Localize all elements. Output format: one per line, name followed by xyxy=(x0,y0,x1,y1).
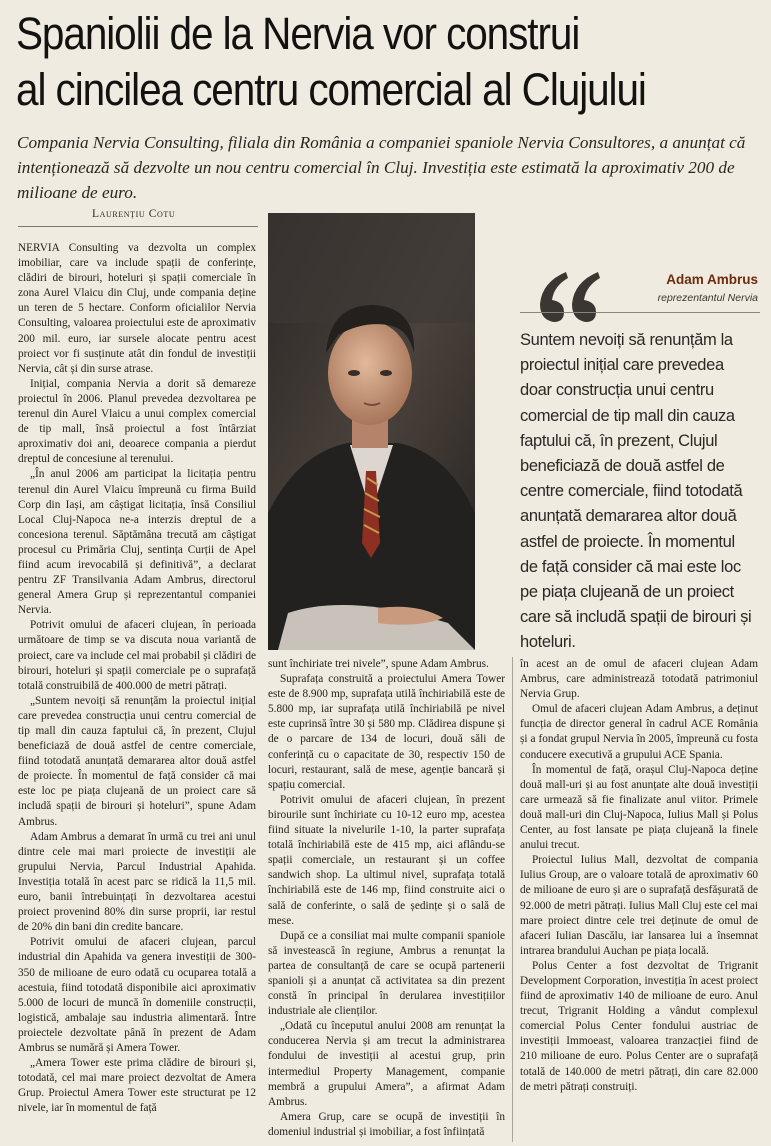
author-byline: Laurențiu Cotu xyxy=(92,208,176,220)
paragraph: „Amera Tower este prima clădire de birouri și, totodată, cel mai mare proiect dezvoltat de Amera Grup. Proiectul Amera Tower este structurat pe 12 nivele, iar în momentul de față xyxy=(18,1057,256,1115)
paragraph: Inițial, compania Nervia a dorit să demareze proiectul în 2006. Planul prevedea dezvoltarea pe terenul din Aurel Vlaicu a unui complex comercial de tip mall, însă proiectul a fost întârziat aproximativ doi ani, deoarece compania a pierdut dreptul de concesiune al terenului. xyxy=(18,377,256,466)
paragraph: „Suntem nevoiți să renunțăm la proiectul inițial care prevedea construcția unui centru comercial de tip mall din cauza faptului că, în prezent, Clujul beneficiază de două astfel de centre comerciale, fiind totodată anunțată demararea altor două astfel de proiecte. În momentul de față consider că mai este loc pe piața clujeană de un proiect care să includă spații de birouri și hoteluri”, spune Adam Ambrus. xyxy=(18,694,256,828)
quote-divider xyxy=(520,312,760,313)
paragraph: „În anul 2006 am participat la licitația pentru terenul din Aurel Vlaicu împreună cu firma Build Corp din Iași, am câștigat licitația, însă Consiliul Local Cluj-Napoca ne-a interzis dreptul de a concesiona terenul. Săptămâna trecută am câștigat procesul cu Primăria Cluj, sentința Curții de Apel fiind acum irevocabilă și definitivă”, a declarat pentru ZF Transilvania Adam Ambrus, directorul general Amera Grup și reprezentantul companiei Nervia. xyxy=(18,468,256,617)
headline-line-1: Spaniolii de la Nervia vor construi xyxy=(16,8,580,59)
pull-quote-text: Suntem nevoiți să renunțăm la proiectul inițial care prevedea doar construcția unui centru comercial de tip mall din cauza faptului că, în prezent, Clujul beneficiază de două astfel de centre comerciale, fiind totodată anunțată demararea altor două astfel de proiecte. În momentul de față consider că mai este loc pe piața clujeană de un proiect care să includă spații de birouri și hoteluri. xyxy=(520,331,752,652)
byline-divider xyxy=(18,226,258,227)
text-column-2 xyxy=(268,657,505,1140)
paragraph: Potrivit omului de afaceri clujean, în prezent birourile sunt închiriate cu 10-12 euro mp, acestea fiind situate la nivelurile 1-10, la parter suprafața totală închiriabilă este de 415 mp, aici aflându-se spații comerciale, un restaurant și un coffee sandwich shop. La ultimul nivel, suprafața totală închiriabilă este de 146 mp, fiind construite aici o sală de conferinte, o sală de ședințe și o sală de mese. xyxy=(268,793,505,927)
portrait-photo xyxy=(268,213,475,650)
paragraph: NERVIA Consulting va dezvolta un complex imobiliar, care va include spații de conferințe, clădiri de birouri, hoteluri și spații comerciale în zona Aurel Vlaicu din Cluj, unde compania deține un teren de 5 hectare. Conform oficialilor Nervia Consulting, valoarea proiectului este de aproximativ 200 mil. euro, iar sursele alocate pentru acest proiect vor fi susținute atât din fondul de investiții Nervia, cât și din surse atrase. xyxy=(18,242,256,375)
paragraph: „Odată cu începutul anului 2008 am renunțat la conducerea Nervia și am trecut la administrarea fondului de investiții al acestui grup, prin intermediul Property Management, companie membră a grupului Amera”, a afirmat Adam Ambrus. xyxy=(268,1020,505,1108)
paragraph: După ce a consiliat mai multe companii spaniole să investească în regiune, Ambrus a renunțat la partea de consultanță de care se ocupă partenerii spanioli și a anunțat că activitatea sa din prezent constă în principal în derularea investițiilor industriale ale clienților. xyxy=(268,929,505,1018)
quote-author-role: reprezentantul Nervia xyxy=(657,292,758,304)
quote-marks-icon xyxy=(532,268,604,326)
paragraph: Proiectul Iulius Mall, dezvoltat de compania Iulius Group, are o valoare totală de aproximativ 60 de milioane de euro și are o suprafață desfășurată de 92.000 de metri pătrați. Iulius Mall Cluj este cel mai mare proiect dintre cele trei deținute de omul de afaceri Iulian Dascălu, iar lansarea lui a însemnat intrarea brandului Auchan pe piața locală. xyxy=(520,854,758,957)
paragraph: Omul de afaceri clujean Adam Ambrus, a deținut funcția de director general în cadrul ACE România și a fondat grupul Nervia în 2005, împreună cu fosta conducere executivă a grupului ACE Spania. xyxy=(520,703,758,761)
paragraph: Suprafața construită a proiectului Amera Tower este de 8.900 mp, suprafața utilă închiriabilă este de 5.800 mp, iar suprafața utilă închiriabilă pe nivel este cuprinsă între 30 și 580 mp. Clădirea dispune și de o parcare de 134 de locuri, două săli de conferință cu o capacitate de 30, respectiv 150 de locuri, restaurant, sală de mese, agenție bancară și spațiu comercial. xyxy=(268,673,505,791)
headline-line-2: al cincilea centru comercial al Clujului xyxy=(16,64,646,115)
paragraph: Potrivit omului de afaceri clujean, în perioada următoare de timp se va discuta noua variantă de proiect, care va include cel mai probabil și clădiri de birouri, hoteluri și spații comerciale pe o suprafață totală construibilă de 400.000 de metri pătrați. xyxy=(18,619,256,692)
text-column-3 xyxy=(520,657,758,1095)
text-column-1 xyxy=(18,241,256,1116)
paragraph: Potrivit omului de afaceri clujean, parcul industrial din Apahida va genera investiții de 300-350 de milioane de euro odată cu ocuparea totală a acestuia, fiind totodată disponibile aici aproximativ 5.000 de locuri de muncă în domeniile construcții, logistică, ambalaje sau industria alimentară. Între proiectele dezvoltate până în prezent de Adam Ambrus se numără și Amera Tower. xyxy=(18,936,256,1054)
paragraph: Amera Grup, care se ocupă de investiții în domeniul industrial și imobiliar, a fost înființată xyxy=(268,1110,505,1138)
column-divider xyxy=(512,657,513,1142)
paragraph: În momentul de față, orașul Cluj-Napoca deține două mall-uri și au fost anunțate alte două investiții care urmează să fie finalizate anul viitor. Primele două mall-uri din Cluj-Napoca, Iulius Mall și Polus Center, au fost lansate pe piața clujeană la finele anului trecut. xyxy=(520,763,758,852)
article-headline xyxy=(16,6,682,118)
paragraph: în acest an de omul de afaceri clujean Adam Ambrus, care administrează totodată patrimoniul Nervia Grup. xyxy=(520,658,758,701)
paragraph: sunt închiriate trei nivele”, spune Adam Ambrus. xyxy=(268,658,489,670)
portrait-illustration xyxy=(268,213,475,650)
paragraph: Polus Center a fost dezvoltat de Trigranit Development Corporation, investiția în acest proiect fiind de aproximativ 140 de milioane de euro. Anul trecut, Trigranit Holding a vândut complexul comercial Polus Center fondului austriac de investiții Immoeast, valoarea tranzacției fiind de 210 milioane de euro. Polus Center are o suprafață totală de 140.000 de metri pătrați, din care 82.000 de metri pătrați construiți. xyxy=(520,959,758,1093)
quote-author-name: Adam Ambrus xyxy=(666,272,758,287)
article-lead: Compania Nervia Consulting, filiala din România a companiei spaniole Nervia Consultores, a anunțat că intenționează să dezvolte un nou centru comercial în Cluj. Investiția este estimată la aproximativ 200 de milioane de euro. xyxy=(17,133,746,202)
paragraph: Adam Ambrus a demarat în urmă cu trei ani unul dintre cele mai mari proiecte de investiții ale grupului Nervia, Parcul Industrial Apahida. Investiția totală în acest parc se ridică la 11,5 mil. euro, banii întrebuințați în dezvoltarea acestui proiect provenind 80% din surse proprii, iar restul de 20% din bani din credite bancare. xyxy=(18,830,256,934)
